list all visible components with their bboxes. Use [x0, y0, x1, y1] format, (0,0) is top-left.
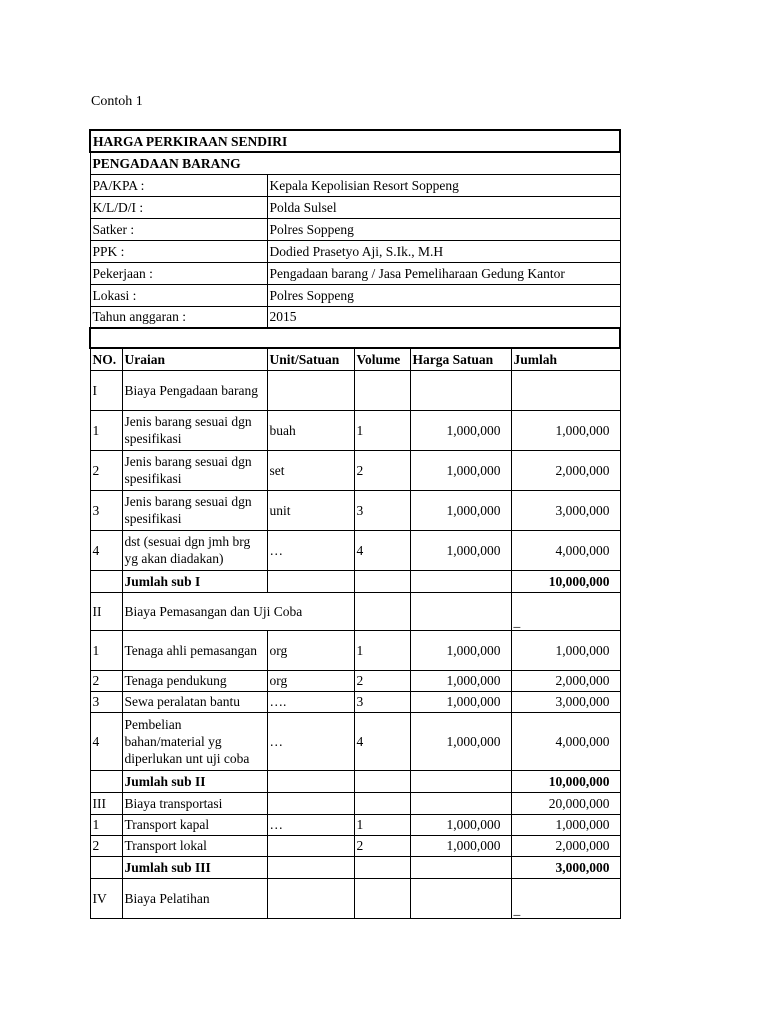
cell-harga	[410, 770, 511, 792]
info-value: Kepala Kepolisian Resort Soppeng	[267, 174, 620, 196]
cell-no: 3	[90, 691, 122, 712]
cell-harga	[410, 592, 511, 630]
cell-harga: 1,000,000	[410, 835, 511, 856]
header-harga-satuan: Harga Satuan	[410, 348, 511, 370]
cell-uraian: Tenaga ahli pemasangan	[122, 630, 267, 670]
cell-unit	[267, 856, 354, 878]
info-value: 2015	[267, 306, 620, 328]
cell-volume	[354, 878, 410, 918]
info-label: PPK :	[90, 240, 267, 262]
cell-volume: 3	[354, 691, 410, 712]
cell-volume: 1	[354, 630, 410, 670]
cell-volume	[354, 856, 410, 878]
cell-jumlah: _	[511, 592, 620, 630]
header-jumlah: Jumlah	[511, 348, 620, 370]
cell-uraian: Sewa peralatan bantu	[122, 691, 267, 712]
spacer-cell	[90, 328, 620, 348]
info-row	[90, 196, 620, 218]
cell-uraian: Jumlah sub III	[122, 856, 267, 878]
cell-uraian: Jumlah sub II	[122, 770, 267, 792]
table-row	[90, 370, 620, 410]
cell-unit: …	[267, 712, 354, 770]
table-row	[90, 712, 620, 770]
cell-volume: 3	[354, 490, 410, 530]
document-caption: Contoh 1	[91, 94, 143, 109]
cell-volume: 1	[354, 410, 410, 450]
info-row	[90, 306, 620, 328]
cell-no: 4	[90, 712, 122, 770]
cell-no: 2	[90, 835, 122, 856]
cell-uraian: Biaya Pemasangan dan Uji Coba	[122, 592, 354, 630]
cell-unit: org	[267, 670, 354, 691]
info-value: Polres Soppeng	[267, 218, 620, 240]
table-row	[90, 450, 620, 490]
cell-no: III	[90, 792, 122, 814]
cell-jumlah	[511, 370, 620, 410]
cell-no: 1	[90, 630, 122, 670]
info-label: K/L/D/I :	[90, 196, 267, 218]
info-row	[90, 284, 620, 306]
cell-no: 1	[90, 410, 122, 450]
cell-no: 2	[90, 670, 122, 691]
cell-jumlah: 4,000,000	[511, 712, 620, 770]
cell-uraian: Transport kapal	[122, 814, 267, 835]
subtotal-row	[90, 770, 620, 792]
cell-no	[90, 570, 122, 592]
cell-unit: ….	[267, 691, 354, 712]
table-row	[90, 592, 620, 630]
cell-volume	[354, 770, 410, 792]
spacer-row	[90, 328, 620, 348]
cell-harga	[410, 570, 511, 592]
cell-volume	[354, 792, 410, 814]
cell-unit: …	[267, 814, 354, 835]
cell-volume	[354, 570, 410, 592]
cell-jumlah: 10,000,000	[511, 570, 620, 592]
table-row	[90, 410, 620, 450]
cell-unit: set	[267, 450, 354, 490]
cell-uraian: Jenis barang sesuai dgn spesifikasi	[122, 490, 267, 530]
cell-unit: …	[267, 530, 354, 570]
cell-harga: 1,000,000	[410, 691, 511, 712]
table-row	[90, 670, 620, 691]
info-row	[90, 218, 620, 240]
cell-no: 2	[90, 450, 122, 490]
header-unit: Unit/Satuan	[267, 348, 354, 370]
cell-volume: 1	[354, 814, 410, 835]
header-no: NO.	[90, 348, 122, 370]
cell-jumlah: 3,000,000	[511, 490, 620, 530]
cell-volume: 2	[354, 450, 410, 490]
cell-no: 3	[90, 490, 122, 530]
table-row	[90, 835, 620, 856]
cell-uraian: Biaya Pengadaan barang	[122, 370, 267, 410]
cell-unit: unit	[267, 490, 354, 530]
cell-jumlah: 2,000,000	[511, 835, 620, 856]
cell-no: 4	[90, 530, 122, 570]
cell-uraian: Jenis barang sesuai dgn spesifikasi	[122, 450, 267, 490]
table-row	[90, 490, 620, 530]
table-row	[90, 878, 620, 918]
cell-harga: 1,000,000	[410, 530, 511, 570]
cell-jumlah: 20,000,000	[511, 792, 620, 814]
info-label: PA/KPA :	[90, 174, 267, 196]
cell-no: 1	[90, 814, 122, 835]
cell-unit	[267, 770, 354, 792]
cell-unit: org	[267, 630, 354, 670]
cell-no	[90, 856, 122, 878]
cell-jumlah: 4,000,000	[511, 530, 620, 570]
info-label: Lokasi :	[90, 284, 267, 306]
cell-jumlah: _	[511, 878, 620, 918]
cell-harga	[410, 878, 511, 918]
table-row	[90, 630, 620, 670]
cell-harga: 1,000,000	[410, 410, 511, 450]
cell-unit	[267, 570, 354, 592]
cell-uraian: dst (sesuai dgn jmh brg yg akan diadakan)	[122, 530, 267, 570]
cell-harga	[410, 856, 511, 878]
cell-no: I	[90, 370, 122, 410]
cell-uraian: Jumlah sub I	[122, 570, 267, 592]
cell-harga: 1,000,000	[410, 490, 511, 530]
cell-uraian: Pembelian bahan/material yg diperlukan unt uji coba	[122, 712, 267, 770]
table-row	[90, 530, 620, 570]
cell-uraian: Transport lokal	[122, 835, 267, 856]
subtotal-row	[90, 856, 620, 878]
table-row	[90, 792, 620, 814]
column-header-row	[90, 348, 620, 370]
cell-jumlah: 1,000,000	[511, 630, 620, 670]
info-value: Pengadaan barang / Jasa Pemeliharaan Gedung Kantor	[267, 262, 620, 284]
cell-jumlah: 3,000,000	[511, 856, 620, 878]
cell-unit	[267, 792, 354, 814]
title-harga-perkiraan: HARGA PERKIRAAN SENDIRI	[90, 130, 620, 152]
header-volume: Volume	[354, 348, 410, 370]
info-value: Polda Sulsel	[267, 196, 620, 218]
title-pengadaan-barang: PENGADAAN BARANG	[90, 152, 620, 174]
cell-volume: 2	[354, 835, 410, 856]
info-value: Dodied Prasetyo Aji, S.Ik., M.H	[267, 240, 620, 262]
info-label: Pekerjaan :	[90, 262, 267, 284]
cell-harga: 1,000,000	[410, 814, 511, 835]
cell-uraian: Jenis barang sesuai dgn spesifikasi	[122, 410, 267, 450]
cell-harga: 1,000,000	[410, 450, 511, 490]
header-uraian: Uraian	[122, 348, 267, 370]
cell-harga: 1,000,000	[410, 712, 511, 770]
title-row	[90, 130, 620, 152]
cell-harga	[410, 792, 511, 814]
cell-volume	[354, 370, 410, 410]
cell-harga	[410, 370, 511, 410]
cell-volume	[354, 592, 410, 630]
cell-uraian: Biaya Pelatihan	[122, 878, 267, 918]
cell-uraian: Tenaga pendukung	[122, 670, 267, 691]
cell-unit	[267, 835, 354, 856]
cell-harga: 1,000,000	[410, 630, 511, 670]
cell-no: IV	[90, 878, 122, 918]
cell-unit	[267, 370, 354, 410]
cell-uraian: Biaya transportasi	[122, 792, 267, 814]
table-row	[90, 691, 620, 712]
cell-volume: 2	[354, 670, 410, 691]
info-label: Tahun anggaran :	[90, 306, 267, 328]
cell-no	[90, 770, 122, 792]
cell-jumlah: 1,000,000	[511, 814, 620, 835]
cell-volume: 4	[354, 712, 410, 770]
cell-jumlah: 2,000,000	[511, 670, 620, 691]
cell-harga: 1,000,000	[410, 670, 511, 691]
info-row	[90, 240, 620, 262]
table-row	[90, 814, 620, 835]
cell-jumlah: 2,000,000	[511, 450, 620, 490]
subtitle-row	[90, 152, 620, 174]
info-row	[90, 262, 620, 284]
cell-volume: 4	[354, 530, 410, 570]
cell-no: II	[90, 592, 122, 630]
cell-jumlah: 10,000,000	[511, 770, 620, 792]
cell-jumlah: 3,000,000	[511, 691, 620, 712]
hps-table	[89, 129, 621, 919]
cell-jumlah: 1,000,000	[511, 410, 620, 450]
subtotal-row	[90, 570, 620, 592]
info-row	[90, 174, 620, 196]
info-label: Satker :	[90, 218, 267, 240]
info-value: Polres Soppeng	[267, 284, 620, 306]
cell-unit: buah	[267, 410, 354, 450]
cell-unit	[267, 878, 354, 918]
